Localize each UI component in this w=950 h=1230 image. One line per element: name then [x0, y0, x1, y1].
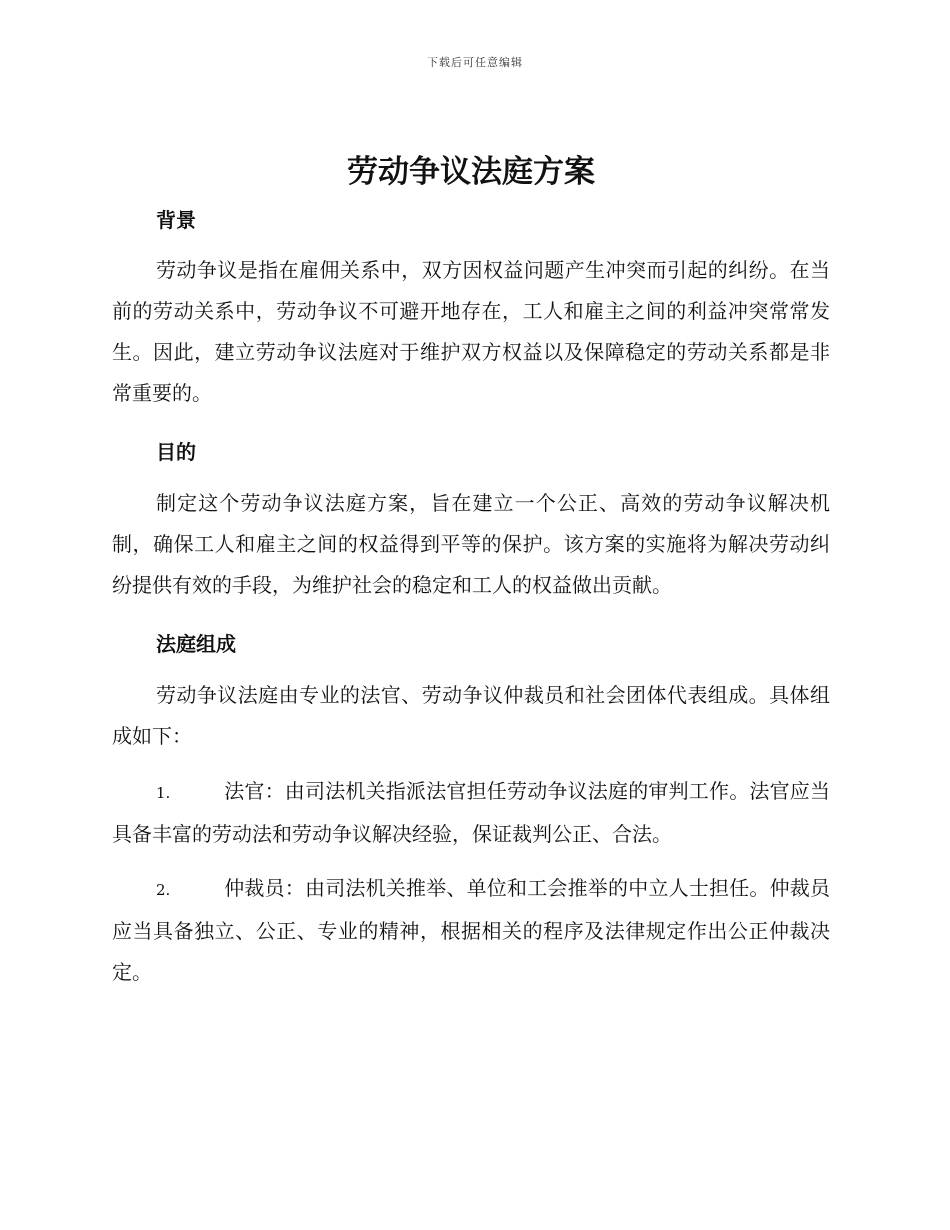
list-item-arbitrator — [112, 868, 830, 993]
document-title: 劳动争议法庭方案 — [347, 154, 595, 190]
list-item-judge — [112, 771, 830, 855]
paragraph-background: 劳动争议是指在雇佣关系中，双方因权益问题产生冲突而引起的纠纷。在当前的劳动关系中，劳动争议不可避开地存在，工人和雇主之间的利益冲突常常发生。因此，建立劳动争议法庭对于维护双方权益以及保障稳定的劳动关系都是非常重要的。 — [112, 258, 830, 405]
section-heading-purpose: 目的 — [156, 440, 196, 464]
list-item-text: 法官：由司法机关指派法官担任劳动争议法庭的审判工作。法官应当具备丰富的劳动法和劳动争议解决经验，保证裁判公正、合法。 — [112, 779, 830, 846]
list-item-number: 2. — [156, 881, 171, 899]
section-heading-background: 背景 — [156, 208, 196, 232]
list-item-text: 仲裁员：由司法机关推举、单位和工会推举的中立人士担任。仲裁员应当具备独立、公正、专业的精神，根据相关的程序及法律规定作出公正仲裁决定。 — [112, 876, 830, 984]
section-heading-composition: 法庭组成 — [156, 632, 236, 656]
page-header-note: 下载后可任意编辑 — [427, 56, 523, 69]
paragraph-composition: 劳动争议法庭由专业的法官、劳动争议仲裁员和社会团体代表组成。具体组成如下： — [112, 683, 830, 748]
list-item-number: 1. — [156, 784, 171, 802]
document-body — [112, 148, 830, 993]
paragraph-purpose: 制定这个劳动争议法庭方案，旨在建立一个公正、高效的劳动争议解决机制，确保工人和雇主之间的权益得到平等的保护。该方案的实施将为解决劳动纠纷提供有效的手段，为维护社会的稳定和工人的权益做出贡献。 — [112, 491, 830, 597]
